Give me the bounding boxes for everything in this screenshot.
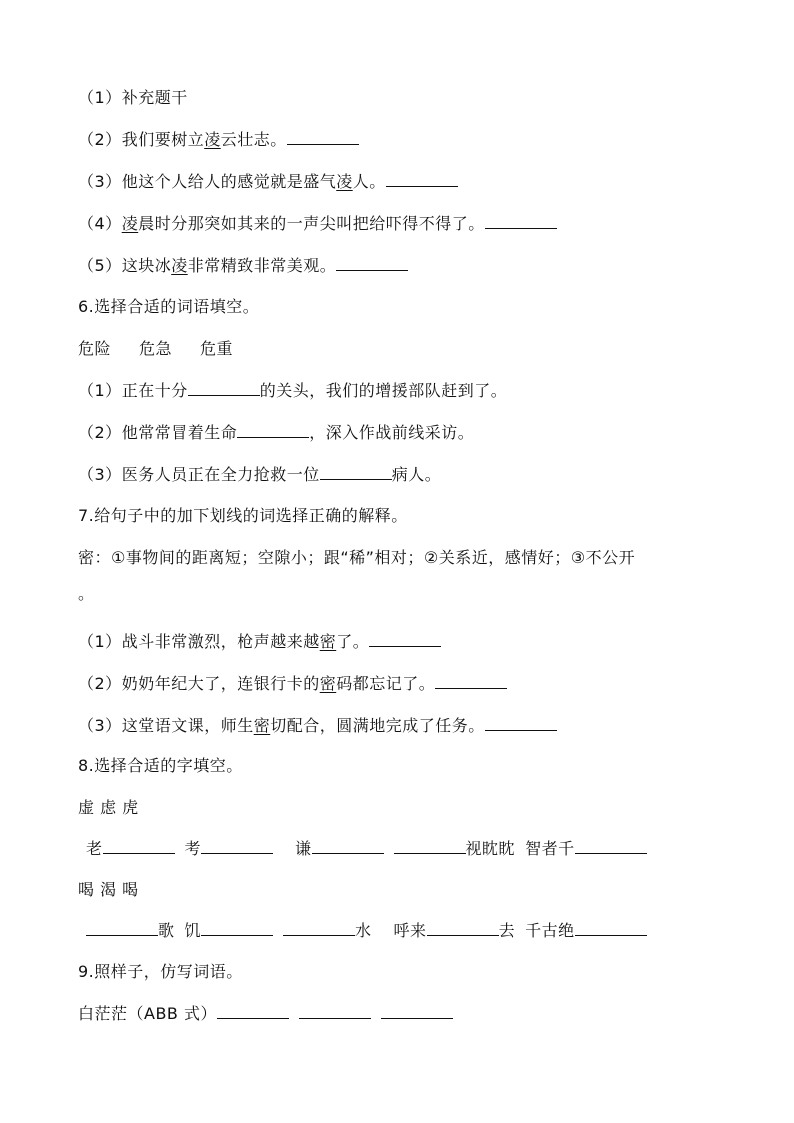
answer-blank[interactable] <box>217 1004 289 1019</box>
q5-item-3 <box>78 172 458 192</box>
prompt-text: 智者千 <box>525 839 575 858</box>
sentence-post: 晨时分那突如其来的一声尖叫把给吓得不得了。 <box>138 214 485 233</box>
answer-blank[interactable] <box>386 172 458 187</box>
word-option: 危险 <box>78 339 112 358</box>
answer-blank[interactable] <box>575 921 647 936</box>
q6-word-bank <box>78 339 233 359</box>
q9-title: 9.照样子，仿写词语。 <box>78 962 243 981</box>
answer-blank[interactable] <box>103 839 175 854</box>
item-number: （2） <box>78 130 122 149</box>
example-word: 白茫茫（ABB 式） <box>78 1004 217 1023</box>
answer-blank[interactable] <box>299 1004 371 1019</box>
sentence-pre: 他这个人给人的感觉就是盛气 <box>121 172 337 191</box>
underlined-char: 密 <box>253 716 271 735</box>
q7-title: 7.给句子中的加下划线的词选择正确的解释。 <box>78 506 408 525</box>
answer-blank[interactable] <box>369 632 441 647</box>
prompt-text: 去 <box>498 921 516 940</box>
answer-blank[interactable] <box>287 130 359 145</box>
sentence-pre: 他常常冒着生命 <box>121 423 238 442</box>
prompt-text: 歌 <box>158 921 175 940</box>
q6-item-1 <box>78 381 507 401</box>
underlined-char: 密 <box>319 674 337 693</box>
q8-char-options-1: 虚 虑 虎 <box>78 798 139 817</box>
sentence-post: 非常精致非常美观。 <box>187 256 337 275</box>
word-option: 危急 <box>139 339 173 358</box>
q7-item-2 <box>78 674 507 694</box>
prompt-text: 老 <box>86 839 103 858</box>
q9-example-row <box>78 1004 453 1024</box>
sentence-post: 码都忘记了。 <box>336 674 436 693</box>
q8-char-options-2: 喝 渴 喝 <box>78 880 139 899</box>
prompt-text: 千古绝 <box>525 921 575 940</box>
item-number: （5） <box>78 256 122 275</box>
word-option: 危重 <box>200 339 234 358</box>
q7-definition-end: 。 <box>78 584 95 603</box>
answer-blank[interactable] <box>237 423 309 438</box>
underlined-char: 密 <box>319 632 337 651</box>
q6-item-3 <box>78 465 441 485</box>
sentence-pre: 正在十分 <box>121 381 188 400</box>
answer-blank[interactable] <box>427 921 499 936</box>
q5-item-4 <box>78 214 557 234</box>
prompt-text: 考 <box>184 839 202 858</box>
underlined-char: 凌 <box>204 130 221 149</box>
sentence-post: 了。 <box>336 632 370 651</box>
answer-blank[interactable] <box>86 921 158 936</box>
sentence-post: 的关头，我们的增援部队赶到了。 <box>259 381 508 400</box>
answer-blank[interactable] <box>394 839 466 854</box>
q6-title: 6.选择合适的词语填空。 <box>78 297 260 316</box>
item-number: （3） <box>78 465 122 484</box>
answer-blank[interactable] <box>435 674 507 689</box>
item-number: （1） <box>78 381 122 400</box>
sentence-post: 切配合，圆满地完成了任务。 <box>270 716 485 735</box>
item-number: （4） <box>78 214 122 233</box>
q7-item-1 <box>78 632 441 652</box>
item-number: （2） <box>78 423 122 442</box>
underlined-char: 凌 <box>121 214 139 233</box>
answer-blank[interactable] <box>312 839 384 854</box>
prompt-text: 谦 <box>295 839 312 858</box>
answer-blank[interactable] <box>575 839 647 854</box>
answer-blank[interactable] <box>336 256 408 271</box>
q7-item-3 <box>78 716 557 736</box>
underlined-char: 凌 <box>171 256 188 275</box>
prompt-text: 水 <box>355 921 372 940</box>
q8-row-2 <box>86 921 647 941</box>
sentence-pre: 这堂语文课，师生 <box>121 716 254 735</box>
sentence-post: 人。 <box>352 172 386 191</box>
sentence-post: 病人。 <box>391 465 442 484</box>
q8-title: 8.选择合适的字填空。 <box>78 756 243 775</box>
prompt-text: 饥 <box>184 921 202 940</box>
item-number: （1） <box>78 632 122 651</box>
answer-blank[interactable] <box>320 465 392 480</box>
sentence-pre: 我们要树立 <box>121 130 205 149</box>
item-number: （3） <box>78 716 122 735</box>
sentence-pre: 战斗非常激烈，枪声越来越 <box>121 632 320 651</box>
item-number: （2） <box>78 674 122 693</box>
q7-definition: 密：①事物间的距离短；空隙小；跟“稀”相对；②关系近，感情好；③不公开 <box>78 548 636 567</box>
answer-blank[interactable] <box>201 839 273 854</box>
answer-blank[interactable] <box>485 214 557 229</box>
sentence-pre: 奶奶年纪大了，连银行卡的 <box>121 674 320 693</box>
q8-row-1 <box>86 839 647 859</box>
item-text: 补充题干 <box>121 88 188 107</box>
answer-blank[interactable] <box>381 1004 453 1019</box>
q5-item-1 <box>78 88 188 108</box>
prompt-text: 呼来 <box>393 921 427 940</box>
sentence-post: ，深入作战前线采访。 <box>309 423 475 442</box>
item-number: （1） <box>78 88 122 107</box>
q6-item-2 <box>78 423 474 443</box>
sentence-pre: 这块冰 <box>121 256 172 275</box>
sentence-pre: 医务人员正在全力抢救一位 <box>121 465 320 484</box>
prompt-text: 视眈眈 <box>465 839 516 858</box>
answer-blank[interactable] <box>188 381 260 396</box>
answer-blank[interactable] <box>201 921 273 936</box>
q5-item-2 <box>78 130 359 150</box>
answer-blank[interactable] <box>283 921 355 936</box>
q5-item-5 <box>78 256 408 276</box>
underlined-char: 凌 <box>336 172 353 191</box>
item-number: （3） <box>78 172 122 191</box>
answer-blank[interactable] <box>485 716 557 731</box>
sentence-post: 云壮志。 <box>220 130 287 149</box>
